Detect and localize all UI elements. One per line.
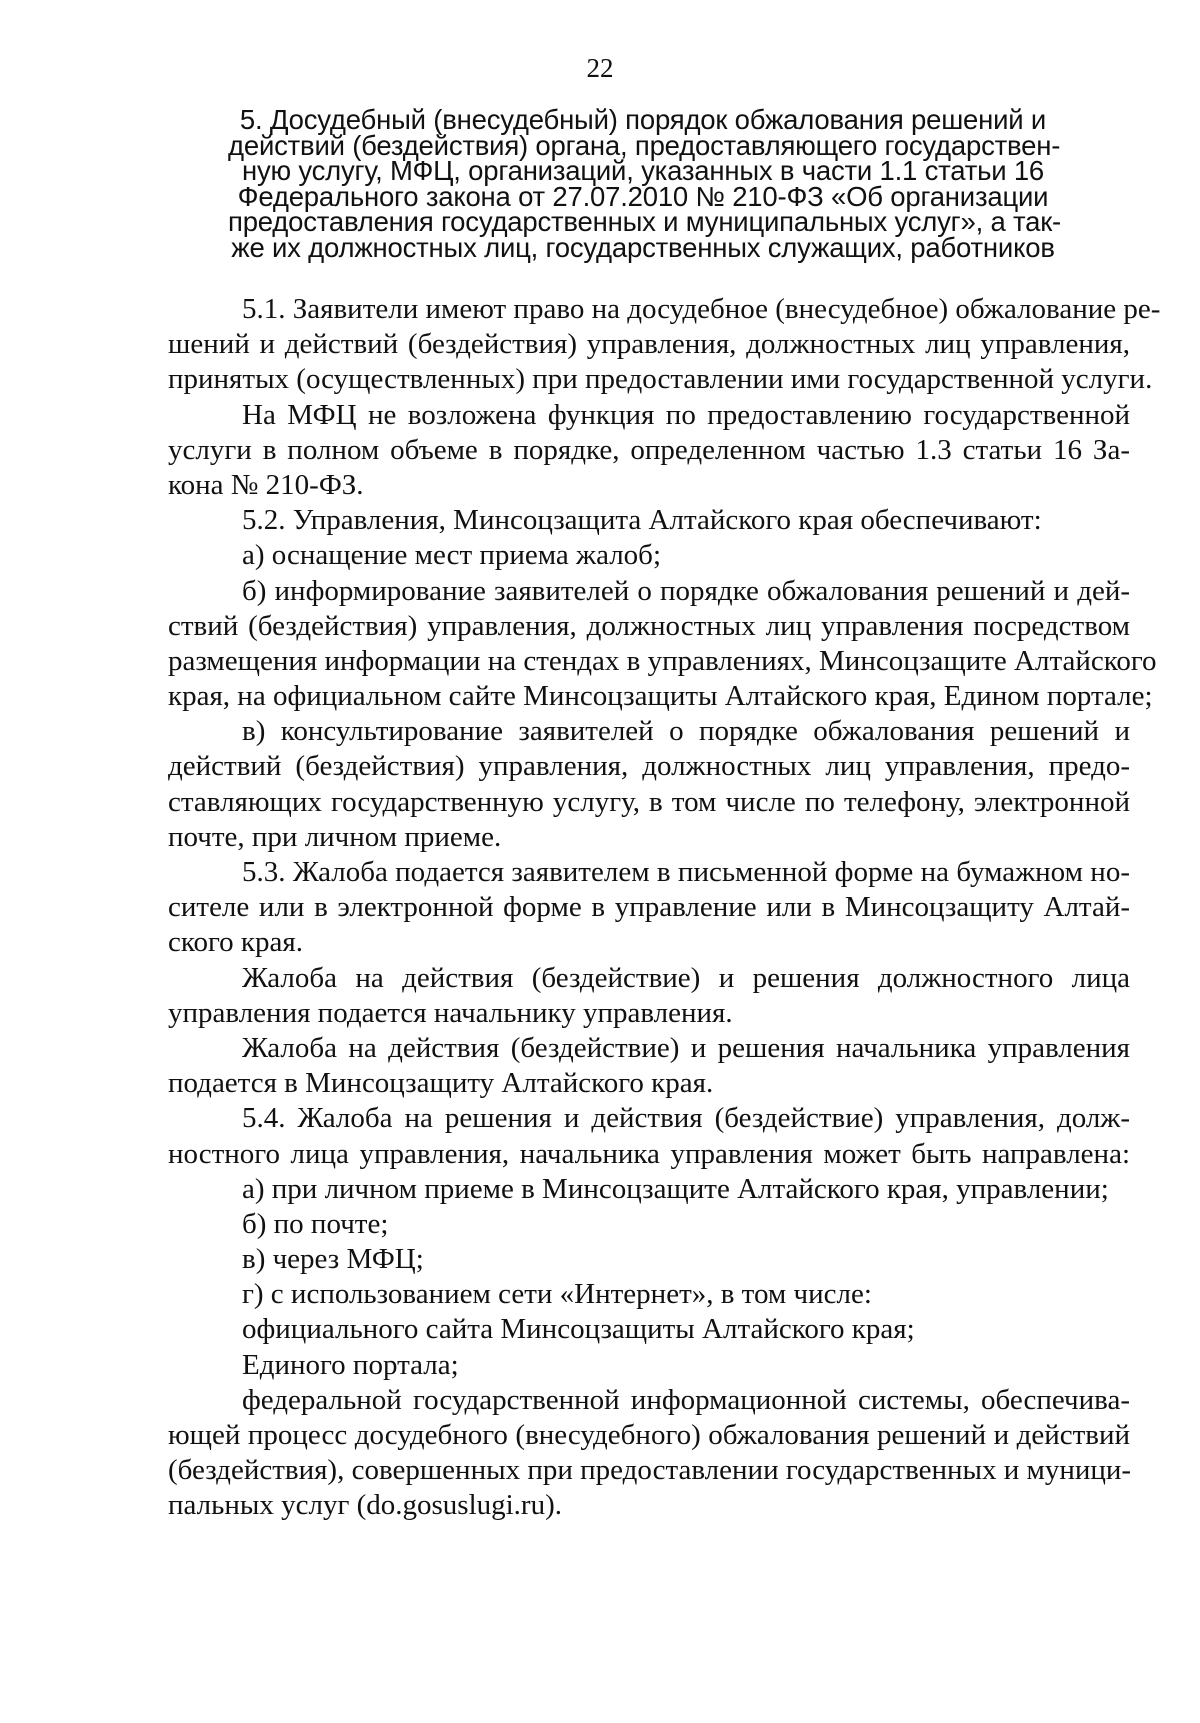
heading-line: же их должностных лиц, государственных служащих, работников xyxy=(231,231,1055,263)
paragraph-line: в) консультирование заявителей о порядке обжалования решений и xyxy=(242,715,1130,748)
paragraph-line: услуги в полном объеме в порядке, определенном частью 1.3 статьи 16 За- xyxy=(168,433,1130,466)
paragraph-line: ствий (бездействия) управления, должностных лиц управления посредством xyxy=(168,609,1130,642)
paragraph-line: б) по почте; xyxy=(242,1207,389,1240)
paragraph-line: края, на официальном сайте Минсоцзащиты Алтайского края, Едином портале; xyxy=(168,680,1153,713)
paragraph-line: Жалоба на действия (бездействие) и решения начальника управления xyxy=(242,1031,1130,1064)
paragraph-line: г) с использованием сети «Интернет», в том числе: xyxy=(242,1278,872,1311)
paragraph-line: федеральной государственной информационной системы, обеспечива- xyxy=(242,1383,1130,1416)
paragraph-line: действий (бездействия) управления, должностных лиц управления, предо- xyxy=(168,750,1130,783)
paragraph-line: ставляющих государственную услугу, в том числе по телефону, электронной xyxy=(168,785,1130,818)
paragraph-line: а) оснащение мест приема жалоб; xyxy=(242,539,661,572)
heading-line: 5. Досудебный (внесудебный) порядок обжалования решений и xyxy=(239,104,1047,135)
heading-line: действий (бездействия) органа, предоставляющего государствен- xyxy=(228,129,1061,161)
paragraph-line: принятых (осуществленных) при предоставлении ими государственной услуги. xyxy=(168,363,1153,396)
paragraph-line: 5.2. Управления, Минсоцзащита Алтайского края обеспечивают: xyxy=(242,504,1042,537)
paragraph-line: а) при личном приеме в Минсоцзащите Алтайского края, управлении; xyxy=(242,1172,1109,1205)
paragraph-line: ющей процесс досудебного (внесудебного) обжалования решений и действий xyxy=(168,1419,1130,1451)
paragraph-line: сителе или в электронной форме в управление или в Минсоцзащиту Алтай- xyxy=(168,891,1130,924)
paragraph-line: в) через МФЦ; xyxy=(242,1243,424,1276)
heading-line: ную услугу, МФЦ, организаций, указанных в части 1.1 статьи 16 xyxy=(241,155,1045,186)
paragraph-line: 5.1. Заявители имеют право на досудебное (внесудебное) обжалование ре- xyxy=(242,293,1161,325)
paragraph-line: 5.3. Жалоба подается заявителем в письменной форме на бумажном но- xyxy=(242,856,1130,888)
paragraph-line: ностного лица управления, начальника управления может быть направлена: xyxy=(168,1137,1130,1170)
paragraph-line: управления подается начальнику управления. xyxy=(168,996,733,1029)
paragraph-line: почте, при личном приеме. xyxy=(168,820,502,853)
paragraph-line: ского края. xyxy=(168,926,303,959)
paragraph-line: б) информирование заявителей о порядке обжалования решений и дей- xyxy=(242,574,1130,607)
page-number: 22 xyxy=(586,53,614,83)
paragraph-line: Единого портала; xyxy=(242,1348,459,1381)
body-text xyxy=(168,292,1161,1524)
paragraph-line: кона № 210-ФЗ. xyxy=(168,468,364,501)
heading-line: предоставления государственных и муниципальных услуг», а так- xyxy=(228,206,1061,237)
paragraph-line: подается в Минсоцзащиту Алтайского края. xyxy=(168,1067,714,1100)
paragraph-line: 5.4. Жалоба на решения и действия (бездействие) управления, долж- xyxy=(242,1102,1130,1135)
paragraph-line: шений и действий (бездействия) управления, должностных лиц управления, xyxy=(168,328,1130,361)
paragraph-line: официального сайта Минсоцзащиты Алтайского края; xyxy=(242,1313,915,1346)
section-heading xyxy=(228,104,1061,263)
paragraph-line: На МФЦ не возложена функция по предоставлению государственной xyxy=(242,398,1130,431)
paragraph-line: размещения информации на стендах в управлениях, Минсоцзащите Алтайского xyxy=(168,644,1157,677)
heading-line: Федерального закона от 27.07.2010 № 210-ФЗ «Об организации xyxy=(237,180,1049,212)
paragraph-line: (бездействия), совершенных при предоставлении государственных и муници- xyxy=(168,1454,1132,1487)
paragraph-line: пальных услуг (do.gosuslugi.ru). xyxy=(168,1489,562,1522)
paragraph-line: Жалоба на действия (бездействие) и решения должностного лица xyxy=(242,961,1130,994)
